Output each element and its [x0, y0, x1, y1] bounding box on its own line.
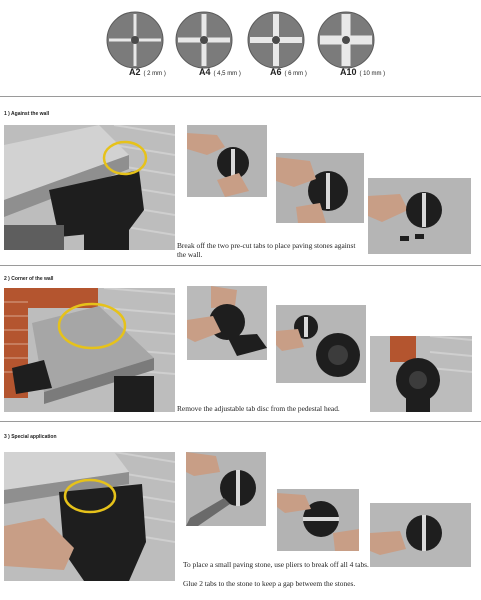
photo-break-tabs-1	[187, 125, 267, 197]
photo-pliers-2	[277, 489, 359, 551]
tab-disc-a10	[316, 10, 376, 70]
photo-remove-disc-2	[276, 305, 366, 383]
tab-disc-a2	[105, 10, 165, 70]
tab-disc-a6	[246, 10, 306, 70]
tab-disc-a4	[174, 10, 234, 70]
tab-disc-icon	[246, 10, 306, 70]
model-label-a10: A10 ( 10 mm )	[340, 67, 386, 77]
section-title-special-application: 3 ) Special application	[4, 434, 57, 440]
caption-against-wall: Break off the two pre-cut tabs to place paving stones against the wall.	[177, 241, 356, 259]
section-divider	[0, 96, 481, 97]
photo-break-tabs-3	[368, 178, 471, 254]
caption-special-application-1: To place a small paving stone, use pliers to break off all 4 tabs.	[183, 560, 369, 569]
section-divider	[0, 421, 481, 422]
section-divider	[0, 265, 481, 266]
photo-remove-disc-3	[370, 336, 472, 412]
photo-break-tabs-2	[276, 153, 364, 223]
photo-pliers-1	[186, 452, 266, 526]
tab-disc-icon	[174, 10, 234, 70]
caption-corner-wall: Remove the adjustable tab disc from the pedestal head.	[177, 404, 340, 413]
model-label-a4: A4 ( 4,5 mm )	[199, 67, 241, 77]
tab-disc-icon	[105, 10, 165, 70]
photo-pedestal-against-wall	[4, 125, 175, 250]
photo-pedestal-special-application	[4, 452, 175, 581]
photo-remove-disc-1	[187, 286, 267, 360]
photo-pliers-3	[370, 503, 471, 567]
tab-disc-icon	[316, 10, 376, 70]
caption-special-application-2: Glue 2 tabs to the stone to keep a gap betweem the stones.	[183, 579, 356, 588]
section-title-against-wall: 1 ) Against the wall	[4, 111, 50, 117]
photo-pedestal-corner-wall	[4, 288, 175, 412]
section-title-corner-wall: 2 ) Corner of the wall	[4, 276, 54, 282]
model-label-a6: A6 ( 6 mm )	[270, 67, 307, 77]
model-label-a2: A2 ( 2 mm )	[129, 67, 166, 77]
